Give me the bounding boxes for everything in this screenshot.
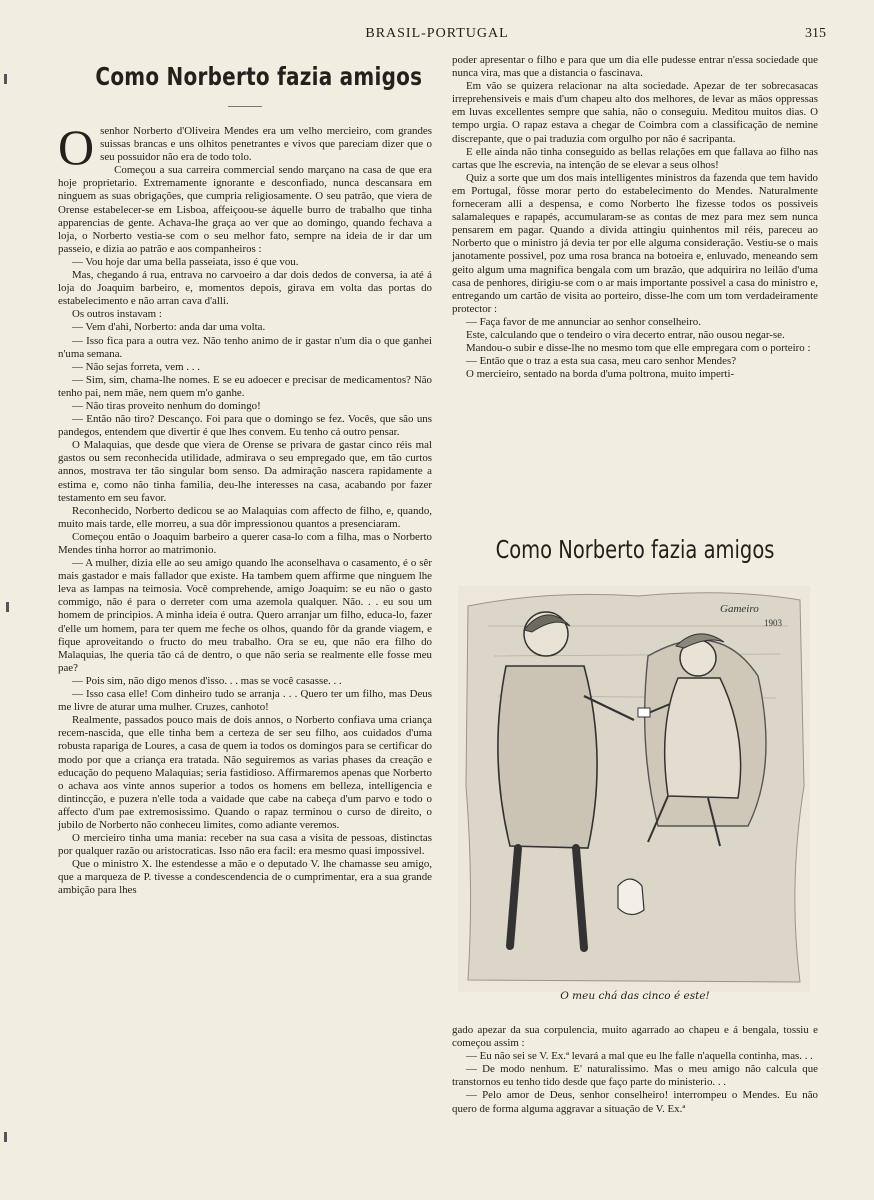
right-column — [452, 54, 818, 381]
paragraph: Reconhecido, Norberto dedicou se ao Malaquias com affecto de filho, e, quando, muito mais tarde, elle morreu, a sua dôr impressionou quantos a presenciaram. — [58, 504, 432, 530]
illustration-title: Como Norberto fazia amigos — [495, 535, 775, 564]
binding-mark — [4, 1132, 7, 1142]
year-mark: 1903 — [764, 618, 782, 628]
artist-signature: Gameiro — [720, 603, 759, 615]
paragraph: Começou a sua carreira commercial sendo marçano na casa de que era hoje proprietario. Extremamente ignorante e desconfiado, nunca descansara em ninguem as suas obrigações, que cumpria religiosamente. O seu patrão, que viera de Orense estabelecer-se em Lisboa, affeiçoou-se áquelle burro de trabalho que tinha apparencias de gente. Achava-lhe graça ao ver que ao domingo, quando fechava a loja, o Norberto vestia-se com o seu melhor fato, sempre na ideia de ir dar um passeio, e dizia ao patrão e aos companheiros : — [58, 164, 432, 255]
binding-mark — [6, 602, 9, 612]
paragraph — [58, 119, 432, 175]
paragraph: Os outros instavam : — [72, 308, 162, 321]
paragraph: — Vem d'ahi, Norberto: anda dar uma volta. — [72, 321, 266, 334]
right-column-text-bottom — [452, 1024, 818, 1116]
right-column-bottom — [452, 1024, 818, 1116]
paragraph: Este, calculando que o tendeiro o vira decerto entrar, não ousou negar-se. — [466, 328, 785, 341]
paragraph: — Não sejas forreta, vem . . . — [72, 360, 200, 373]
paragraph-text: senhor Norberto d'Oliveira Mendes era um velho mercieiro, com grandes suissas brancas e uns olhitos penetrantes e vivos que pareciam dizer que o seu possuidor não era de todo tolo. — [100, 125, 432, 164]
binding-mark — [4, 74, 7, 84]
right-column-text-top — [452, 54, 818, 381]
paragraph: — Eu não sei se V. Ex.ª levará a mal que eu lhe falle n'aquella continha, mas. . . — [466, 1050, 813, 1063]
paragraph: — Vou hoje dar uma bella passeiata, isso é que vou. — [72, 255, 299, 268]
paragraph: Em vão se quizera relacionar na alta sociedade. Apezar de ter sobrecasacas irreprehensiveis e mais d'um chapeu alto dos melhores, de levar as mãos oppressas em luvas excellentes sempre que sahia, não o conseguiu. Meditou muitos dias. O tempo urgia. O rapaz estava a chegar de Coimbra com a classificação de nemine discrepante, que o pai traduzia com orgulho por não é sacripanta. — [452, 80, 818, 145]
left-column — [58, 54, 432, 898]
illustration — [452, 528, 818, 1018]
page-number: 315 — [805, 26, 826, 41]
paragraph: Mas, chegando á rua, entrava no carvoeiro a dar dois dedos de conversa, ia até á loja do Joaquim barbeiro, e, momentos depois, girava em volta das portas do estabelecimento e não arran cava d'alli. — [58, 269, 432, 308]
drop-cap: O — [58, 119, 95, 175]
paragraph: O Malaquias, que desde que viera de Orense se privara de gastar cinco réis mal gastos ou sem reconhecida utilidade, admirava o seu empregado que, em tão curtos annos, mostrava ter tão singular bom senso. Da admiração nascera rapidamente a estima e, como não tinha familia, deu-lhe interesses na casa, acabando por fazer testamento em seu favor. — [58, 439, 432, 504]
journal-title: BRASIL-PORTUGAL — [365, 26, 509, 41]
paragraph: — Faça favor de me annunciar ao senhor conselheiro. — [466, 315, 701, 328]
paragraph: — De modo nenhum. E' naturalissimo. Mas o meu amigo não calcula que transtornos eu tenho tido desde que faço parte do ministerio. . . — [452, 1063, 818, 1089]
illustration-caption: O meu chá das cinco é este! — [560, 990, 710, 1002]
paragraph: — Então não tiro? Descanço. Foi para que o domingo se fez. Vocês, que são uns pandegos, entendem que divertir é que lhes convem. Eu tenho cá outro pensar. — [58, 413, 432, 439]
article-title: Como Norberto fazia amigos — [95, 62, 423, 91]
paragraph: Começou então o Joaquim barbeiro a querer casa-lo com a filha, mas o Norberto Mendes tinha horror ao matrimonio. — [58, 530, 432, 556]
paragraph: — Isso casa elle! Com dinheiro tudo se arranja . . . Quero ter um filho, mas Deus me livre de aturar uma mulher. Cruzes, canhoto! — [58, 688, 432, 714]
paragraph: — Pois sim, não digo menos d'isso. . . mas se você casasse. . . — [72, 674, 342, 687]
title-divider — [228, 106, 262, 107]
paragraph: — Isso fica para a outra vez. Não tenho animo de ir gastar n'um dia o que ganhei n'uma semana. — [58, 334, 432, 360]
paragraph: — Então que o traz a esta sua casa, meu caro senhor Mendes? — [466, 355, 737, 368]
running-header — [0, 26, 874, 44]
paragraph: — Sim, sim, chama-lhe nomes. E se eu adoecer e precisar de medicamentos? Não tenho pai, nem mãe, nem quem m'o ganhe. — [58, 373, 432, 399]
paragraph: — Não tiras proveito nenhum do domingo! — [72, 399, 261, 412]
cartoon-drawing — [458, 586, 810, 992]
paragraph: O mercieiro, sentado na borda d'uma poltrona, muito imperti- — [466, 368, 735, 381]
paragraph: E elle ainda não tinha conseguido as bellas relações em que fallava ao filho nas cartas que lhe escrevia, na intenção de se elevar a seus olhos! — [452, 145, 818, 171]
paragraph: Realmente, passados pouco mais de dois annos, o Norberto confiava uma criança recem-nascida, que elle tinha bem a certeza de ser seu filho, aos cuidados d'uma robusta rapariga de Loures, a casa de quem ia todos os domingos para se certificar do modo por que a criança era tratada. Não seguiremos as varias phases da creação e educação do pequeno Malaquias; seria fastidioso. Affirmaremos apenas que Norberto o achava aos vinte annos superior a todos os homens em belleza, intelligencia e dintincção, e puzera n'elle toda a vaidade que cabe na cabeça d'um parvo e todo o affecto d'um pae extremosissimo. Quando o rapaz terminou o curso de direito, o jubilo de Norberto não conheceu limites, como adiante veremos. — [58, 714, 432, 831]
paragraph: gado apezar da sua corpulencia, muito agarrado ao chapeu e á bengala, tossiu e começou assim : — [452, 1024, 818, 1050]
paragraph: Mandou-o subir e disse-lhe no mesmo tom que elle empregara com o porteiro : — [466, 342, 811, 355]
paragraph: O mercieiro tinha uma mania: receber na sua casa a visita de pessoas, distinctas por qualquer razão ou aristocraticas. Isso não era facil: era mesmo quasi impossivel. — [58, 832, 432, 858]
paragraph: Que o ministro X. lhe estendesse a mão e o deputado V. lhe chamasse seu amigo, que a marqueza de P. tivesse a condescendencia de o cumprimentar, era a sua grande ambição para lhes — [58, 858, 432, 897]
paragraph: Quiz a sorte que um dos mais intelligentes ministros da fazenda que tem havido em Portugal, fôsse morar perto do estabelecimento do Mendes. Naturalmente forneceram alli a despensa, e como Norberto lhe fizesse todos os possiveis salamaleques e rapapés, accumularam-se as contas de mez para mez sem nunca pensarem em pagar. Quando a divida attingiu quinhentos mil réis, pareceu ao Norberto que o ministro já devia ter por elle alguma consideração. Vestiu-se o mais janotamente possivel, poz uma rosa branca na botoeira e, enluvado, meneando sem geito algum uma magnifica bengala com um brazão, que adquirira no leilão d'uma casa de penhores, dirigiu-se com o ar mais importante possivel a casa do ministro e, entregando um cartão de visita ao porteiro, disse-lhe com um tom verdadeiramente protector : — [452, 171, 818, 315]
man-coat — [498, 666, 597, 848]
paragraph: poder apresentar o filho e para que um dia elle pudesse entrar n'essa sociedade que nunca vira, mas que a distancia o fascinava. — [452, 54, 818, 80]
dog-icon — [618, 879, 644, 915]
paragraph: — Pelo amor de Deus, senhor conselheiro! interrompeu o Mendes. Eu não quero de forma alguma aggravar a situação de V. Ex.ª — [452, 1089, 818, 1115]
paragraph: — A mulher, dizia elle ao seu amigo quando lhe aconselhava o casamento, é o sêr mais gastador e mais fallador que existe. Ha tambem quem affirme que ninguem lhe leva as lampas na teimosia. Você comprehende, amigo Joaquim: se eu não o gasto commigo, não é para o derreter com uma azemola qualquer. Não. . . eu sou um homem de principios. A minha ideia é outra. Quero arranjar um filho, educa-lo, fazer d'elle um homem, para ter quem me feche os olhos, quando fôr da grande viagem, e fique aproveitando o fructo do meu trabalho. Ora se eu, que não era filho do Malaquias, lhe queria tão cá de dentro, o que não seria se realmente elle fosse meu pae? — [58, 557, 432, 674]
teacup-icon — [638, 708, 650, 717]
left-column-text — [58, 119, 432, 898]
